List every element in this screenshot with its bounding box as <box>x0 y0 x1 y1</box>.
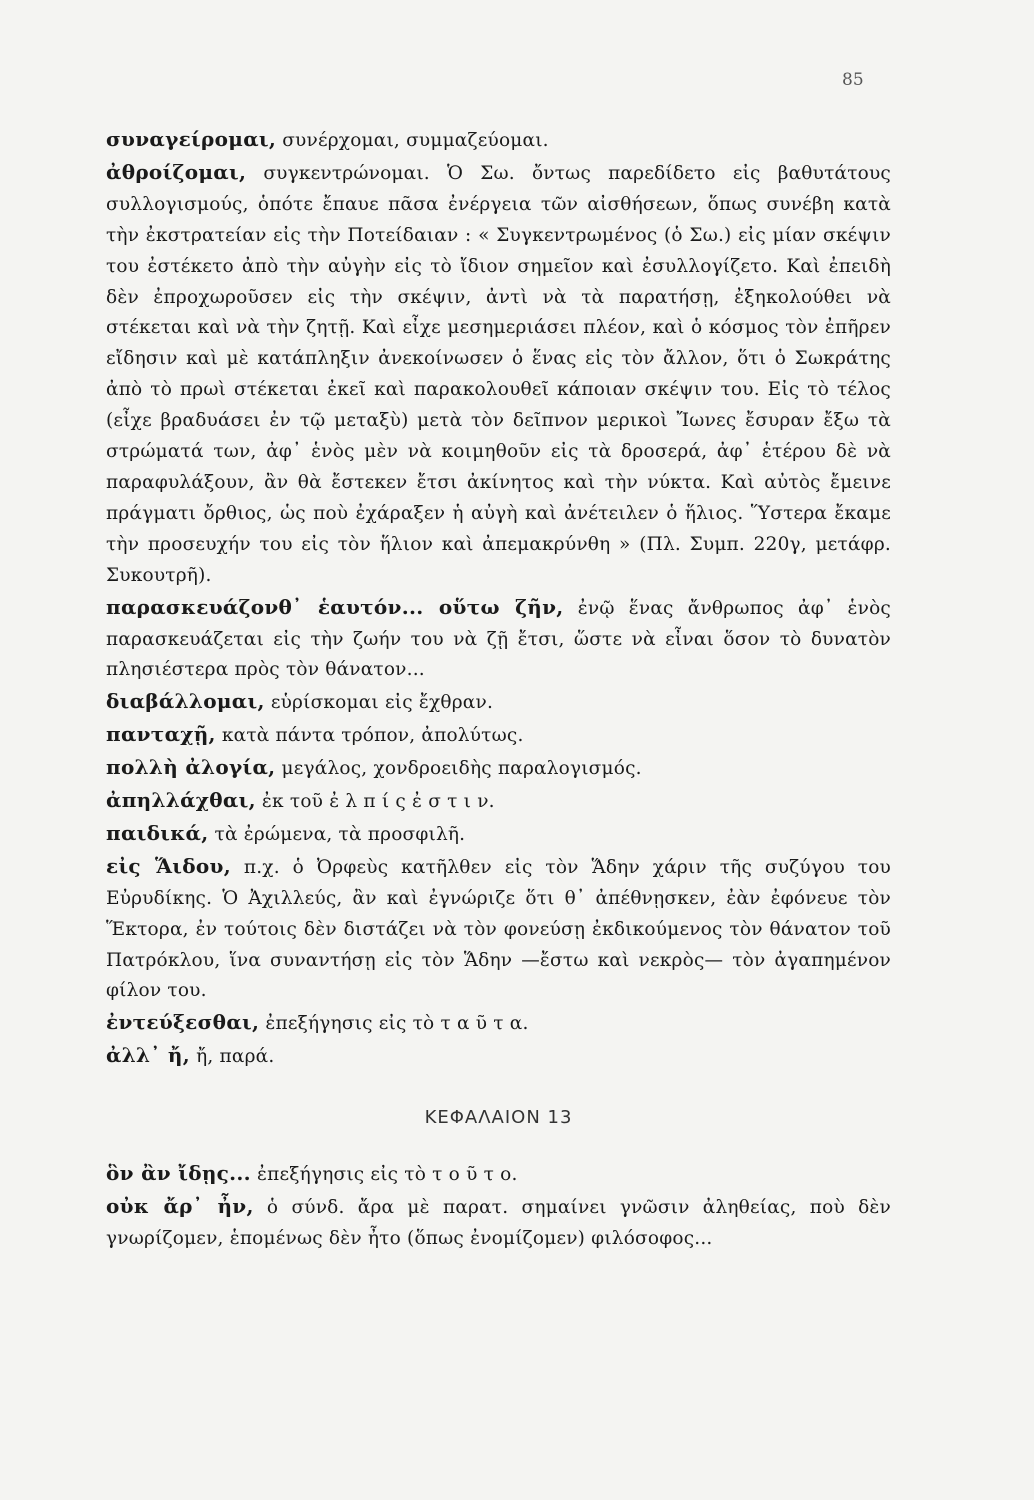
entry-headword: παιδικά, <box>106 820 209 845</box>
entry-synageiromai <box>106 124 891 157</box>
entry-headword: συναγείρομαι, <box>106 127 277 151</box>
entry-enteuxesthai <box>106 1007 891 1040</box>
entry-definition: εὑρίσκομαι εἰς ἔχθραν. <box>264 692 494 714</box>
entry-headword: ἀθροίζομαι, <box>106 159 247 184</box>
entry-headword: εἰς Ἅιδου, <box>106 853 231 878</box>
entry-headword: διαβάλλομαι, <box>106 689 265 714</box>
entry-hon-an-idis <box>106 1158 891 1191</box>
entry-headword: οὐκ ἄρ᾽ ἦν, <box>106 1194 254 1219</box>
entry-headword: ἐντεύξεσθαι, <box>106 1010 260 1035</box>
entry-diaballomai <box>106 686 891 719</box>
entry-headword: ἀπηλλάχθαι, <box>106 788 256 813</box>
entry-definition: π.χ. ὁ Ὀρφεὺς κατῆλθεν εἰς τὸν Ἅδην χάριν τῆς συζύγου του Εὐρυδίκης. Ὁ Ἀχιλλεύς, ἂν καὶ ἐγνώριζε ὅτι θ᾽ ἀπέθνῃσκεν, ἐὰν ἐφόνευε τὸν Ἕκτορα, ἐν τούτοις δὲν διστάζει νὰ τὸν φονεύσῃ ἐκδικούμενος τὸν θάνατον τοῦ Πατρόκλου, ἵνα συναντήσῃ εἰς τὸν Ἅδην —ἔστω καὶ νεκρὸς— τὸν ἀγαπημένον φίλον του. <box>106 856 892 1002</box>
page-number: 85 <box>842 70 864 90</box>
entry-headword: παρασκευάζονθ᾽ ἑαυτόν... οὕτω ζῆν, <box>106 594 564 619</box>
entry-definition: ἐπεξήγησις εἰς τὸ τ ο ῦ τ ο. <box>250 1164 518 1186</box>
entry-definition: ὁ σύνδ. ἄρα μὲ παρατ. σημαίνει γνῶσιν ἀληθείας, ποὺ δὲν γνωρίζομεν, ἑπομένως δὲν ἦτο (ὅπως ἐνομίζομεν) φιλόσοφος... <box>106 1197 891 1249</box>
entry-headword: πανταχῇ, <box>106 722 216 747</box>
entry-eis-aidou <box>106 851 891 1008</box>
entry-headword: ἀλλ᾽ ἤ, <box>106 1043 191 1068</box>
entry-ouk-ar-in <box>106 1191 891 1255</box>
entry-apillachthai <box>106 785 891 818</box>
entry-definition: τὰ ἐρώμενα, τὰ προσφιλῆ. <box>208 823 466 845</box>
entry-definition: συνέρχομαι, συμμαζεύομαι. <box>276 130 549 151</box>
entry-paraskeuazonth <box>106 592 891 687</box>
entry-headword: πολλὴ ἀλογία, <box>106 755 276 780</box>
entry-definition: κατὰ πάντα τρόπον, ἀπολύτως. <box>215 725 524 747</box>
entry-definition: ἐκ τοῦ ἐ λ π ί ς ἐ σ τ ι ν. <box>255 791 495 813</box>
entry-definition: ἐνῷ ἕνας ἄνθρωπος ἀφ᾽ ἑνὸς παρασκευάζεται εἰς τὴν ζωήν του νὰ ζῇ ἔτσι, ὥστε νὰ εἶναι ὅσον τὸ δυνατὸν πλησιέστερα πρὸς τὸν θάνατον... <box>106 597 891 681</box>
entry-definition: ἤ, παρά. <box>190 1046 275 1068</box>
page-body <box>106 124 891 1255</box>
entry-pantachi <box>106 719 891 752</box>
chapter-heading: ΚΕΦΑΛΑΙΟΝ 13 <box>424 1107 573 1129</box>
entry-all-i <box>106 1040 891 1073</box>
entry-definition: συγκεντρώνομαι. Ὁ Σω. ὄντως παρεδίδετο εἰς βαθυτάτους συλλογισμούς, ὁπότε ἔπαυε πᾶσα ἐνέργεια τῶν αἰσθήσεων, ὅπως συνέβη κατὰ τὴν ἐκστρατείαν εἰς τὴν Ποτείδαιαν : « Συγκεντρωμένος (ὁ Σω.) εἰς μίαν σκέψιν του ἐστέκετο ἀπὸ τὴν αὐγὴν εἰς τὸ ἴδιον σημεῖον καὶ ἐσυλλογίζετο. Καὶ ἐπειδὴ δὲν ἐπροχωροῦσεν εἰς τὴν σκέψιν, ἀντὶ νὰ τὰ παρατήσῃ, ἐξηκολούθει νὰ στέκεται καὶ νὰ τὴν ζητῇ. Καὶ εἶχε μεσημεριάσει πλέον, καὶ ὁ κόσμος τὸν ἐπῆρεν εἴδησιν καὶ μὲ κατάπληξιν ἀνεκοίνωσεν ὁ ἕνας εἰς τὸν ἄλλον, ὅτι ὁ Σωκράτης ἀπὸ τὸ πρωὶ στέκεται ἐκεῖ καὶ παρακολουθεῖ κάποιαν σκέψιν του. Εἰς τὸ τέλος (εἶχε βραδυάσει ἐν τῷ μεταξὺ) μετὰ τὸν δεῖπνον μερικοὶ Ἴωνες ἔσυραν ἔξω τὰ στρώματά των, ἀφ᾽ ἑνὸς μὲν νὰ κοιμηθοῦν εἰς τὰ δροσερά, ἀφ᾽ ἑτέρου δὲ νὰ παραφυλάξουν, ἂν θὰ ἔστεκεν ἔτσι ἀκίνητος καὶ τὴν νύκτα. Καὶ αὐτὸς ἔμεινε πράγματι ὄρθιος, ὡς ποὺ ἐχάραξεν ἡ αὐγὴ καὶ ἀνέτειλεν ὁ ἥλιος. Ὕστερα ἔκαμε τὴν προσευχήν του εἰς τὸν ἥλιον καὶ ἀπεμακρύνθη » (Πλ. Συμπ. 220γ, μετάφρ. Συκουτρῆ). <box>106 162 891 586</box>
entry-athroizomai <box>106 157 891 592</box>
entry-polli-alogia <box>106 752 891 785</box>
entry-definition: ἐπεξήγησις εἰς τὸ τ α ῦ τ α. <box>259 1013 529 1035</box>
entry-definition: μεγάλος, χονδροειδὴς παραλογισμός. <box>275 758 642 780</box>
entry-headword: ὃν ἂν ἴδῃς... <box>106 1161 251 1186</box>
entry-paidika <box>106 818 891 851</box>
